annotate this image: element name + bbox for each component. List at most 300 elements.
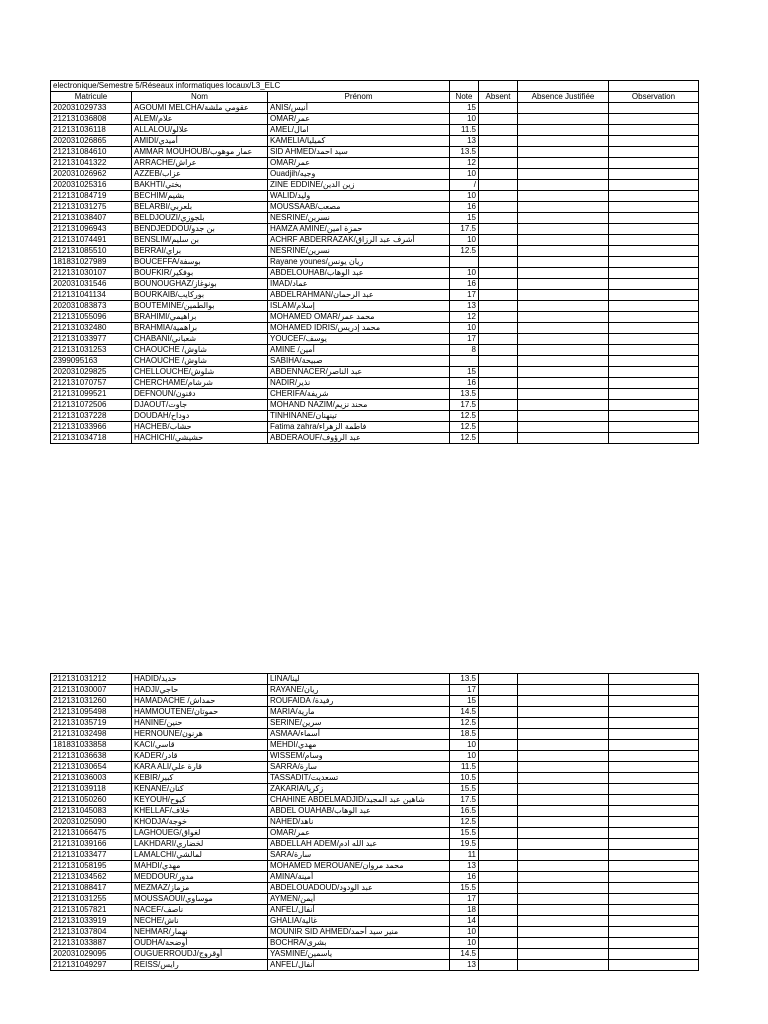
cell-observation: [609, 433, 699, 444]
cell-nom: NACEF/ناصف: [132, 905, 268, 916]
cell-nom: KEBIR/كبير: [132, 773, 268, 784]
cell-prenom: AMINE /أمين: [268, 345, 450, 356]
cell-observation: [609, 367, 699, 378]
cell-prenom: AMINA/أمينة: [268, 872, 450, 883]
cell-note: 15: [450, 103, 479, 114]
cell-matricule: 212131035719: [51, 718, 132, 729]
cell-absence-justifiee: [518, 916, 609, 927]
cell-observation: [609, 696, 699, 707]
cell-matricule: 212131088417: [51, 883, 132, 894]
cell-matricule: 212131030654: [51, 762, 132, 773]
cell-absent: [479, 850, 518, 861]
table-row: [51, 257, 699, 268]
cell-observation: [609, 850, 699, 861]
cell-absent: [479, 367, 518, 378]
cell-absent: [479, 905, 518, 916]
cell-absence-justifiee: [518, 367, 609, 378]
cell-prenom: OMAR/عمر: [268, 158, 450, 169]
table-row: [51, 378, 699, 389]
cell-note: 13: [450, 136, 479, 147]
cell-note: 15.5: [450, 828, 479, 839]
cell-observation: [609, 268, 699, 279]
cell-prenom: TASSADIT/تسعديت: [268, 773, 450, 784]
cell-absent: [479, 312, 518, 323]
cell-absence-justifiee: [518, 180, 609, 191]
cell-absent: [479, 356, 518, 367]
cell-absent: [479, 202, 518, 213]
cell-prenom: ANFEL/أنفال: [268, 905, 450, 916]
cell-absence-justifiee: [518, 872, 609, 883]
cell-note: 18: [450, 905, 479, 916]
cell-absence-justifiee: [518, 257, 609, 268]
cell-note: 12.5: [450, 718, 479, 729]
cell-nom: LAGHOUEG/لغواق: [132, 828, 268, 839]
cell-observation: [609, 169, 699, 180]
cell-observation: [609, 334, 699, 345]
cell-absent: [479, 718, 518, 729]
table-row: [51, 433, 699, 444]
cell-nom: HERNOUNE/هرنون: [132, 729, 268, 740]
cell-absent: [479, 422, 518, 433]
cell-absence-justifiee: [518, 279, 609, 290]
cell-matricule: 212131039118: [51, 784, 132, 795]
cell-note: 10: [450, 751, 479, 762]
cell-observation: [609, 729, 699, 740]
cell-prenom: CHERIFA/شريفة: [268, 389, 450, 400]
cell-observation: [609, 949, 699, 960]
table-row: [51, 916, 699, 927]
cell-observation: [609, 158, 699, 169]
cell-nom: KENANE/كنان: [132, 784, 268, 795]
table-row: [51, 235, 699, 246]
cell-note: 10: [450, 169, 479, 180]
cell-prenom: MOUSSAAB/مصعب: [268, 202, 450, 213]
cell-absent: [479, 894, 518, 905]
cell-matricule: 202031083873: [51, 301, 132, 312]
cell-absent: [479, 707, 518, 718]
cell-absent: [479, 938, 518, 949]
table-row: [51, 773, 699, 784]
cell-matricule: 212131037228: [51, 411, 132, 422]
cell-observation: [609, 872, 699, 883]
table-row: [51, 960, 699, 971]
cell-note: 12.5: [450, 246, 479, 257]
cell-absent: [479, 114, 518, 125]
cell-absence-justifiee: [518, 828, 609, 839]
cell-matricule: 212131033887: [51, 938, 132, 949]
cell-matricule: 202031029733: [51, 103, 132, 114]
cell-note: 12: [450, 312, 479, 323]
cell-prenom: GHALIA/غالية: [268, 916, 450, 927]
cell-absent: [479, 389, 518, 400]
cell-absence-justifiee: [518, 202, 609, 213]
table-row: [51, 301, 699, 312]
table-row: [51, 685, 699, 696]
cell-prenom: OMAR/عمر: [268, 114, 450, 125]
table-row: [51, 718, 699, 729]
cell-absent: [479, 103, 518, 114]
cell-nom: BENDJEDDOU/بن جدو: [132, 224, 268, 235]
cell-matricule: 212131030007: [51, 685, 132, 696]
cell-observation: [609, 180, 699, 191]
cell-absent: [479, 817, 518, 828]
cell-matricule: 212131030107: [51, 268, 132, 279]
cell-nom: AMIDI/أميدي: [132, 136, 268, 147]
table-row: [51, 905, 699, 916]
cell-prenom: AMEL/امال: [268, 125, 450, 136]
cell-note: 15: [450, 213, 479, 224]
cell-note: 17: [450, 894, 479, 905]
cell-note: 10: [450, 927, 479, 938]
cell-absence-justifiee: [518, 938, 609, 949]
cell-matricule: 212131072506: [51, 400, 132, 411]
cell-prenom: MOUNIR SID AHMED/منير سيد أحمد: [268, 927, 450, 938]
cell-absence-justifiee: [518, 905, 609, 916]
cell-matricule: 212131033977: [51, 334, 132, 345]
cell-matricule: 212131033919: [51, 916, 132, 927]
cell-nom: LAMALCHI/لمالشي: [132, 850, 268, 861]
cell-note: 15.5: [450, 784, 479, 795]
table-row: [51, 191, 699, 202]
cell-nom: BRAHIMI/براهيمي: [132, 312, 268, 323]
cell-absence-justifiee: [518, 191, 609, 202]
cell-absence-justifiee: [518, 729, 609, 740]
table-row: [51, 806, 699, 817]
cell-prenom: BOCHRA/بشرى: [268, 938, 450, 949]
cell-absent: [479, 411, 518, 422]
cell-note: 16: [450, 202, 479, 213]
cell-absent: [479, 158, 518, 169]
cell-observation: [609, 257, 699, 268]
cell-nom: HANINE/حنين: [132, 718, 268, 729]
grades-table-part-1: [50, 80, 699, 444]
cell-note: 13.5: [450, 674, 479, 685]
table-row: [51, 422, 699, 433]
cell-note: 17: [450, 685, 479, 696]
cell-observation: [609, 905, 699, 916]
cell-matricule: 202031026962: [51, 169, 132, 180]
cell-prenom: TINHINANE/تينهنان: [268, 411, 450, 422]
cell-nom: KEYOUH/كيوح: [132, 795, 268, 806]
cell-matricule: 202031029095: [51, 949, 132, 960]
cell-observation: [609, 960, 699, 971]
cell-nom: HAMMOUTENE/حموتان: [132, 707, 268, 718]
cell-prenom: IMAD/عماد: [268, 279, 450, 290]
header-absence-justifiee: Absence Justifiée: [518, 92, 609, 103]
cell-matricule: 212131033477: [51, 850, 132, 861]
cell-observation: [609, 861, 699, 872]
cell-note: 13.5: [450, 389, 479, 400]
cell-note: 18.5: [450, 729, 479, 740]
cell-nom: CHERCHAME/شرشام: [132, 378, 268, 389]
cell-absence-justifiee: [518, 422, 609, 433]
cell-absence-justifiee: [518, 707, 609, 718]
cell-absence-justifiee: [518, 960, 609, 971]
cell-absence-justifiee: [518, 301, 609, 312]
table-row: [51, 345, 699, 356]
cell-matricule: 212131034718: [51, 433, 132, 444]
cell-observation: [609, 400, 699, 411]
cell-nom: CHAOUCHE /شاوش: [132, 345, 268, 356]
cell-absence-justifiee: [518, 927, 609, 938]
cell-absent: [479, 762, 518, 773]
cell-observation: [609, 762, 699, 773]
cell-note: 16: [450, 378, 479, 389]
cell-nom: BOURKAIB/بوركايب: [132, 290, 268, 301]
cell-absent: [479, 301, 518, 312]
cell-nom: MEDDOUR/مدور: [132, 872, 268, 883]
header-observation: Observation: [609, 92, 699, 103]
cell-nom: BOUTEMINE/بوالطمين: [132, 301, 268, 312]
header-absent: Absent: [479, 92, 518, 103]
cell-absence-justifiee: [518, 125, 609, 136]
cell-prenom: SID AHMED/سيد احمد: [268, 147, 450, 158]
cell-observation: [609, 806, 699, 817]
cell-absence-justifiee: [518, 400, 609, 411]
cell-matricule: 212131058195: [51, 861, 132, 872]
cell-matricule: 212131084610: [51, 147, 132, 158]
cell-absent: [479, 180, 518, 191]
cell-matricule: 212131066475: [51, 828, 132, 839]
cell-absent: [479, 268, 518, 279]
cell-observation: [609, 191, 699, 202]
table-row: [51, 268, 699, 279]
cell-prenom: YOUCEF/يوسف: [268, 334, 450, 345]
cell-note: 13: [450, 861, 479, 872]
cell-note: 17: [450, 334, 479, 345]
cell-matricule: 212131036118: [51, 125, 132, 136]
cell-prenom: SARRA/سارة: [268, 762, 450, 773]
cell-prenom: Rayane younes/ريان يونس: [268, 257, 450, 268]
cell-matricule: 212131041134: [51, 290, 132, 301]
cell-note: 14.5: [450, 949, 479, 960]
cell-matricule: 181831033858: [51, 740, 132, 751]
table-row: [51, 323, 699, 334]
cell-note: 11: [450, 850, 479, 861]
cell-nom: AMMAR MOUHOUB/عمار موهوب: [132, 147, 268, 158]
cell-observation: [609, 817, 699, 828]
cell-prenom: MARIA/مارية: [268, 707, 450, 718]
cell-prenom: MOHAMED MEROUANE/محمد مروان: [268, 861, 450, 872]
cell-matricule: 212131036638: [51, 751, 132, 762]
cell-note: 15: [450, 696, 479, 707]
table-row: [51, 213, 699, 224]
cell-matricule: 212131031212: [51, 674, 132, 685]
cell-note: 11.5: [450, 762, 479, 773]
sheet-title-row: [51, 81, 699, 92]
cell-absence-justifiee: [518, 411, 609, 422]
cell-note: 10: [450, 323, 479, 334]
cell-absence-justifiee: [518, 674, 609, 685]
cell-prenom: ZAKARIA/زكريا: [268, 784, 450, 795]
cell-nom: CHELLOUCHE/شلوش: [132, 367, 268, 378]
cell-nom: OUGUERROUDJ/أوقروج: [132, 949, 268, 960]
cell-absence-justifiee: [518, 740, 609, 751]
cell-absence-justifiee: [518, 685, 609, 696]
cell-note: 15: [450, 367, 479, 378]
title-row-empty-cell: [479, 81, 518, 92]
cell-nom: MOUSSAOUI/موساوي: [132, 894, 268, 905]
cell-note: 8: [450, 345, 479, 356]
cell-observation: [609, 136, 699, 147]
cell-absence-justifiee: [518, 147, 609, 158]
cell-observation: [609, 784, 699, 795]
cell-absent: [479, 169, 518, 180]
cell-absence-justifiee: [518, 433, 609, 444]
cell-nom: BOUCEFFA/بوسفة: [132, 257, 268, 268]
cell-note: 17.5: [450, 224, 479, 235]
cell-observation: [609, 883, 699, 894]
cell-note: 12: [450, 158, 479, 169]
cell-observation: [609, 795, 699, 806]
cell-observation: [609, 740, 699, 751]
cell-nom: HADID/حديد: [132, 674, 268, 685]
cell-prenom: KAMELIA/كميليا: [268, 136, 450, 147]
cell-nom: AZZEB/عزاب: [132, 169, 268, 180]
cell-absent: [479, 784, 518, 795]
title-row-empty-cell: [609, 81, 699, 92]
cell-observation: [609, 378, 699, 389]
cell-prenom: RAYANE/ريان: [268, 685, 450, 696]
cell-note: 15.5: [450, 883, 479, 894]
cell-prenom: ISLAM/إسلام: [268, 301, 450, 312]
table-row: [51, 883, 699, 894]
cell-absence-justifiee: [518, 378, 609, 389]
cell-absence-justifiee: [518, 334, 609, 345]
cell-absent: [479, 751, 518, 762]
cell-prenom: NADIR/نذير: [268, 378, 450, 389]
cell-matricule: 2399095163: [51, 356, 132, 367]
cell-absent: [479, 806, 518, 817]
cell-note: /: [450, 180, 479, 191]
cell-note: 16: [450, 872, 479, 883]
cell-absent: [479, 433, 518, 444]
cell-matricule: 212131041322: [51, 158, 132, 169]
table-row: [51, 290, 699, 301]
cell-matricule: 212131070757: [51, 378, 132, 389]
cell-prenom: NAHED/ناهد: [268, 817, 450, 828]
cell-prenom: SABIHA/صبيحة: [268, 356, 450, 367]
cell-matricule: 202031025316: [51, 180, 132, 191]
cell-note: 17.5: [450, 795, 479, 806]
header-note: Note: [450, 92, 479, 103]
table-row: [51, 839, 699, 850]
cell-absence-justifiee: [518, 235, 609, 246]
cell-observation: [609, 828, 699, 839]
table-row: [51, 356, 699, 367]
cell-matricule: 212131031275: [51, 202, 132, 213]
cell-absent: [479, 323, 518, 334]
cell-matricule: 212131036003: [51, 773, 132, 784]
cell-nom: ALLALOU/علالو: [132, 125, 268, 136]
cell-prenom: ABDELOUHAB/عبد الوهاب: [268, 268, 450, 279]
cell-matricule: 212131037804: [51, 927, 132, 938]
cell-absence-justifiee: [518, 949, 609, 960]
cell-absence-justifiee: [518, 356, 609, 367]
table-row: [51, 938, 699, 949]
cell-note: 10: [450, 268, 479, 279]
table-row: [51, 707, 699, 718]
cell-matricule: 212131055096: [51, 312, 132, 323]
cell-nom: OUDHA/أوضحة: [132, 938, 268, 949]
table-row: [51, 180, 699, 191]
cell-absent: [479, 235, 518, 246]
cell-note: 10: [450, 938, 479, 949]
table-row: [51, 400, 699, 411]
cell-observation: [609, 125, 699, 136]
cell-observation: [609, 674, 699, 685]
cell-prenom: ABDERAOUF/عبد الرؤوف: [268, 433, 450, 444]
cell-absent: [479, 927, 518, 938]
cell-absent: [479, 883, 518, 894]
cell-nom: KACI/قاسي: [132, 740, 268, 751]
cell-absence-justifiee: [518, 323, 609, 334]
cell-absent: [479, 224, 518, 235]
cell-observation: [609, 224, 699, 235]
cell-nom: BRAHMIA/براهمية: [132, 323, 268, 334]
table-row: [51, 817, 699, 828]
cell-matricule: 212131036808: [51, 114, 132, 125]
cell-note: [450, 356, 479, 367]
cell-matricule: 202031025090: [51, 817, 132, 828]
cell-prenom: LINA/لينا: [268, 674, 450, 685]
table-row: [51, 389, 699, 400]
title-row-empty-cell: [518, 81, 609, 92]
table-row: [51, 334, 699, 345]
cell-nom: NEHMAR/نهمار: [132, 927, 268, 938]
table-row: [51, 674, 699, 685]
cell-observation: [609, 938, 699, 949]
cell-note: 13: [450, 960, 479, 971]
table-row: [51, 169, 699, 180]
cell-observation: [609, 751, 699, 762]
cell-absence-justifiee: [518, 861, 609, 872]
cell-nom: KARA ALI/قارة علي: [132, 762, 268, 773]
cell-note: 16: [450, 279, 479, 290]
cell-matricule: 212131031255: [51, 894, 132, 905]
cell-absence-justifiee: [518, 312, 609, 323]
cell-matricule: 212131074491: [51, 235, 132, 246]
table-row: [51, 762, 699, 773]
cell-absent: [479, 795, 518, 806]
cell-absence-justifiee: [518, 762, 609, 773]
cell-matricule: 212131085510: [51, 246, 132, 257]
cell-observation: [609, 411, 699, 422]
grades-table-body-part-1: [51, 81, 699, 444]
cell-absence-justifiee: [518, 894, 609, 905]
cell-absence-justifiee: [518, 136, 609, 147]
table-row: [51, 850, 699, 861]
table-row: [51, 367, 699, 378]
cell-nom: LAKHDARI/لخضاري: [132, 839, 268, 850]
cell-prenom: ROUFAIDA /رفيدة: [268, 696, 450, 707]
cell-matricule: 212131049297: [51, 960, 132, 971]
cell-matricule: 212131038407: [51, 213, 132, 224]
cell-prenom: NESRINE/نسرين: [268, 246, 450, 257]
cell-prenom: ZINE EDDINE/زين الدين: [268, 180, 450, 191]
cell-absence-justifiee: [518, 817, 609, 828]
cell-absent: [479, 345, 518, 356]
table-row: [51, 114, 699, 125]
cell-nom: ARRACHE/عراش: [132, 158, 268, 169]
cell-nom: KHODJA/خوجة: [132, 817, 268, 828]
cell-prenom: ANIS/أنيس: [268, 103, 450, 114]
table-row: [51, 784, 699, 795]
cell-nom: BERRAI/براي: [132, 246, 268, 257]
cell-absence-justifiee: [518, 169, 609, 180]
cell-note: 12.5: [450, 422, 479, 433]
table-row: [51, 696, 699, 707]
